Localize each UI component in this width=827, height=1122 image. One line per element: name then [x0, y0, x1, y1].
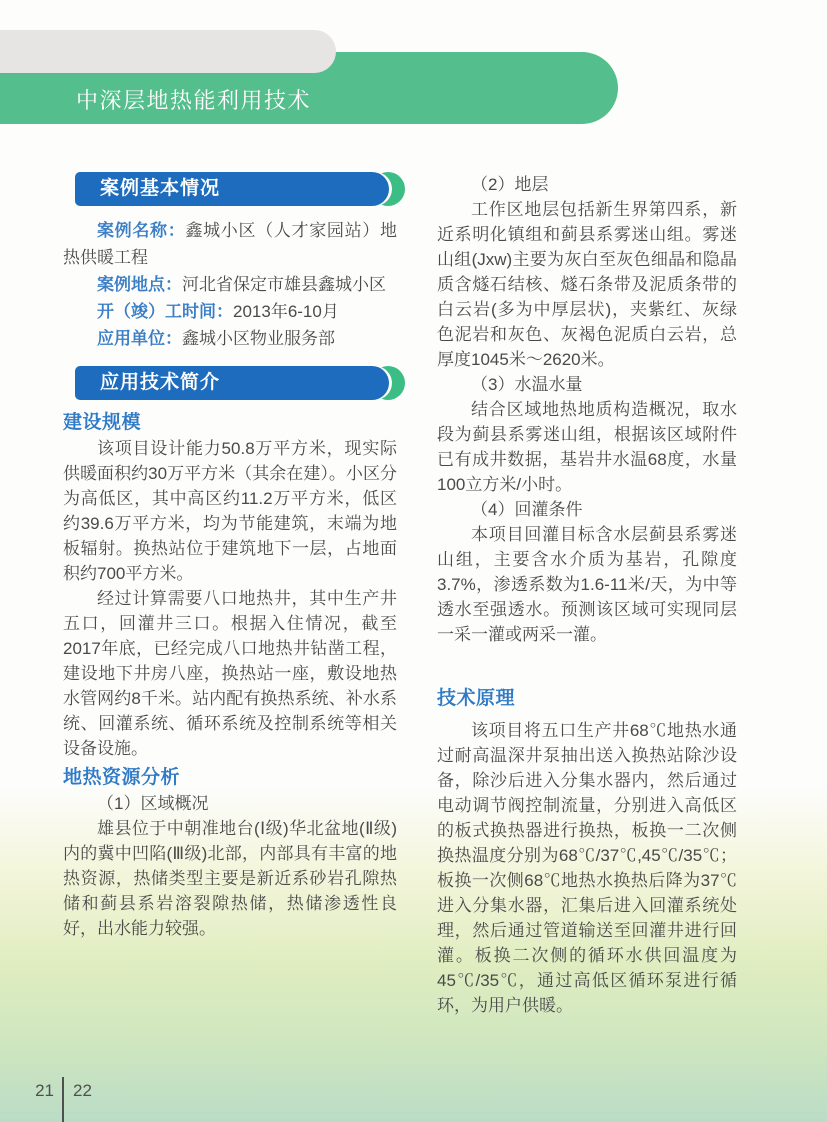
right-column	[437, 172, 737, 1018]
heading-construction-scale: 建设规模	[63, 412, 142, 433]
case-field-location	[63, 271, 397, 298]
heading-geothermal-resource: 地热资源分析	[63, 767, 181, 788]
subheading-strata: （2）地层	[471, 175, 549, 194]
page-number-right: 22	[73, 1081, 92, 1100]
paragraph-construction-2: 经过计算需要八口地热井，其中生产井五口，回灌井三口。根据入住情况，截至2017年底，已经完成八口地热井钻凿工程，建设地下井房八座，换热站一座，敷设地热水管网约8千米。站内配有换热系统、补水系统、回灌系统、循环系统及控制系统等相关设备设施。	[63, 589, 397, 758]
case-field-unit	[63, 325, 397, 352]
case-field-label: 应用单位：	[97, 329, 182, 348]
case-field-value: 2013年6-10月	[233, 302, 339, 321]
page-number-left: 21	[35, 1081, 54, 1100]
paragraph-region-overview: 雄县位于中朝准地台(Ⅰ级)华北盆地(Ⅱ级)内的冀中凹陷(Ⅲ级)北部，内部具有丰富的地热资源，热储类型主要是新近系砂岩孔隙热储和蓟县系岩溶裂隙热储，热储渗透性良好，出水能力较强。	[63, 819, 397, 938]
case-field-label: 案例地点：	[97, 275, 182, 294]
left-column	[63, 172, 397, 941]
case-field-value: 鑫城小区物业服务部	[182, 329, 335, 348]
paragraph-water: 结合区域地热地质构造概况，取水段为蓟县系雾迷山组，根据该区域附件已有成井数据，基岩井水温68度，水量100立方米/小时。	[437, 400, 737, 494]
section-banner-label: 应用技术简介	[75, 366, 389, 400]
subheading-region-overview: （1）区域概况	[97, 794, 209, 813]
section-banner-tech-intro	[75, 366, 405, 400]
page-title: 中深层地热能利用技术	[76, 88, 312, 113]
subheading-water: （3）水温水量	[471, 375, 583, 394]
case-field-value: 鑫城小区（人才家园站）地热供暖工程	[63, 221, 397, 267]
case-field-value: 河北省保定市雄县鑫城小区	[182, 275, 386, 294]
header-gray-pill	[0, 30, 336, 73]
case-field-name	[63, 217, 397, 271]
case-field-time	[63, 298, 397, 325]
paragraph-tech-principle: 该项目将五口生产井68℃地热水通过耐高温深井泵抽出送入换热站除沙设备，除沙后进入分集水器内，然后通过电动调节阀控制流量，分别进入高低区的板式换热器进行换热，板换一二次侧换热温度分别为68℃/37℃,45℃/35℃；板换一次侧68℃地热水换热后降为37℃进入分集水器，汇集后进入回灌系统处理，然后通过管道输送至回灌井进行回灌。板换二次侧的循环水供回温度为45℃/35℃，通过高低区循环泵进行循环，为用户供暖。	[437, 721, 737, 1015]
section-banner-label: 案例基本情况	[75, 172, 389, 206]
paragraph-construction-1: 该项目设计能力50.8万平方米，现实际供暖面积约30万平方米（其余在建）。小区分为高低区，其中高区约11.2万平方米，低区约39.6万平方米，均为节能建筑，末端为地板辐射。换热站位于建筑地下一层，占地面积约700平方米。	[63, 439, 397, 583]
paragraph-reinjection: 本项目回灌目标含水层蓟县系雾迷山组，主要含水介质为基岩，孔隙度3.7%，渗透系数为1.6-11米/天，为中等透水至强透水。预测该区域可实现同层一采一灌或两采一灌。	[437, 525, 737, 644]
case-info-list	[63, 217, 397, 352]
paragraph-strata: 工作区地层包括新生界第四系，新近系明化镇组和蓟县系雾迷山组。雾迷山组(Jxw)主要为灰白至灰色细晶和隐晶质含燧石结核、燧石条带及泥质条带的白云岩(多为中厚层状)，夹紫红、灰绿色泥岩和灰色、灰褐色泥质白云岩，总厚度1045米～2620米。	[437, 200, 737, 369]
case-field-label: 案例名称：	[97, 221, 186, 240]
heading-tech-principle: 技术原理	[437, 688, 516, 709]
subheading-reinjection: （4）回灌条件	[471, 500, 583, 519]
page-number-divider	[62, 1077, 64, 1122]
section-banner-case-info	[75, 172, 405, 206]
case-field-label: 开（竣）工时间：	[97, 302, 233, 321]
